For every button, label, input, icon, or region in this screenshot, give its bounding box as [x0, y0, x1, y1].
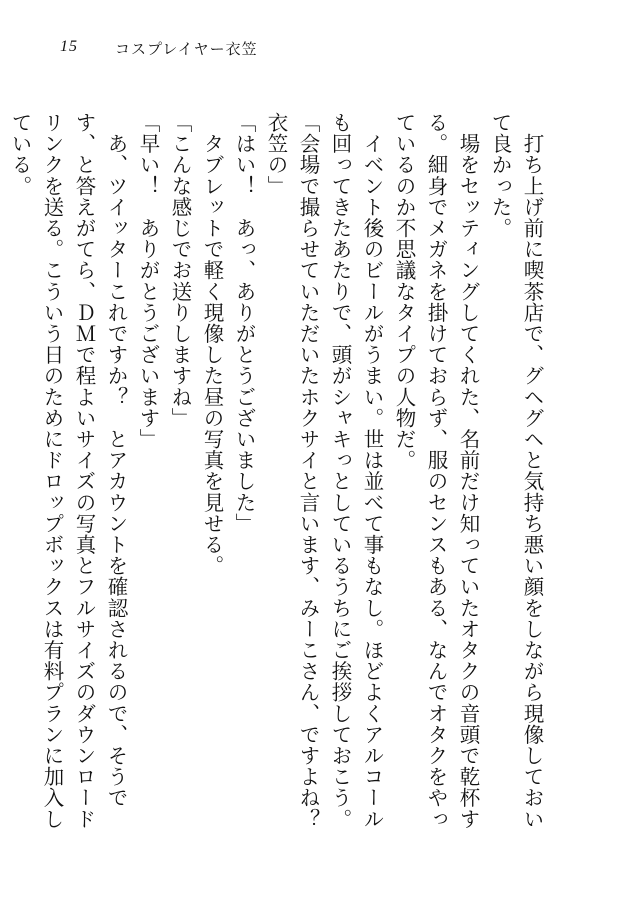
- paragraph: タブレットで軽く現像した昼の写真を見せる。: [200, 133, 224, 577]
- dialogue-line: 「会場で撮らせていただいたホクサイと言います、みーこさん、ですよね？ 衣笠の」: [264, 112, 320, 851]
- paragraph: イベント後のビールがうまい。世は並べて事もなし。ほどよくアルコールも回ってきたあたりで、頭がシャキっとしているうちにご挨拶しておこう。: [328, 112, 384, 830]
- dialogue-line: 「こんな感じでお送りしますね」: [168, 112, 192, 429]
- dialogue-line: [0, 112, 4, 837]
- body-text: [8, 112, 548, 851]
- paragraph: 場をセッティングしてくれた、名前だけ知っていたオタクの音頭で乾杯する。細身でメガネを掛けておらず、服のセンスもある、なんでオタクをやっているのか不思議なタイプの人物だ。: [392, 112, 480, 830]
- paragraph: 打ち上げ前に喫茶店で、グヘグヘと気持ち悪い顔をしながら現像しておいて良かった。: [488, 112, 544, 830]
- dialogue-line: 「はい！ あっ、ありがとうございました」: [232, 112, 256, 534]
- paragraph: あ、ツイッターこれですか？ とアカウントを確認されるので、そうです、と答えがてら、ＤＭで程よいサイズの写真とフルサイズのダウンロードリンクを送る。こういう日のためにドロップボックスは有料プランに加入している。: [8, 112, 128, 830]
- page-number: 15: [60, 38, 78, 55]
- dialogue-line: 「早い！ ありがとうございます」: [136, 112, 160, 450]
- running-header: コスプレイヤー衣笠: [115, 40, 258, 58]
